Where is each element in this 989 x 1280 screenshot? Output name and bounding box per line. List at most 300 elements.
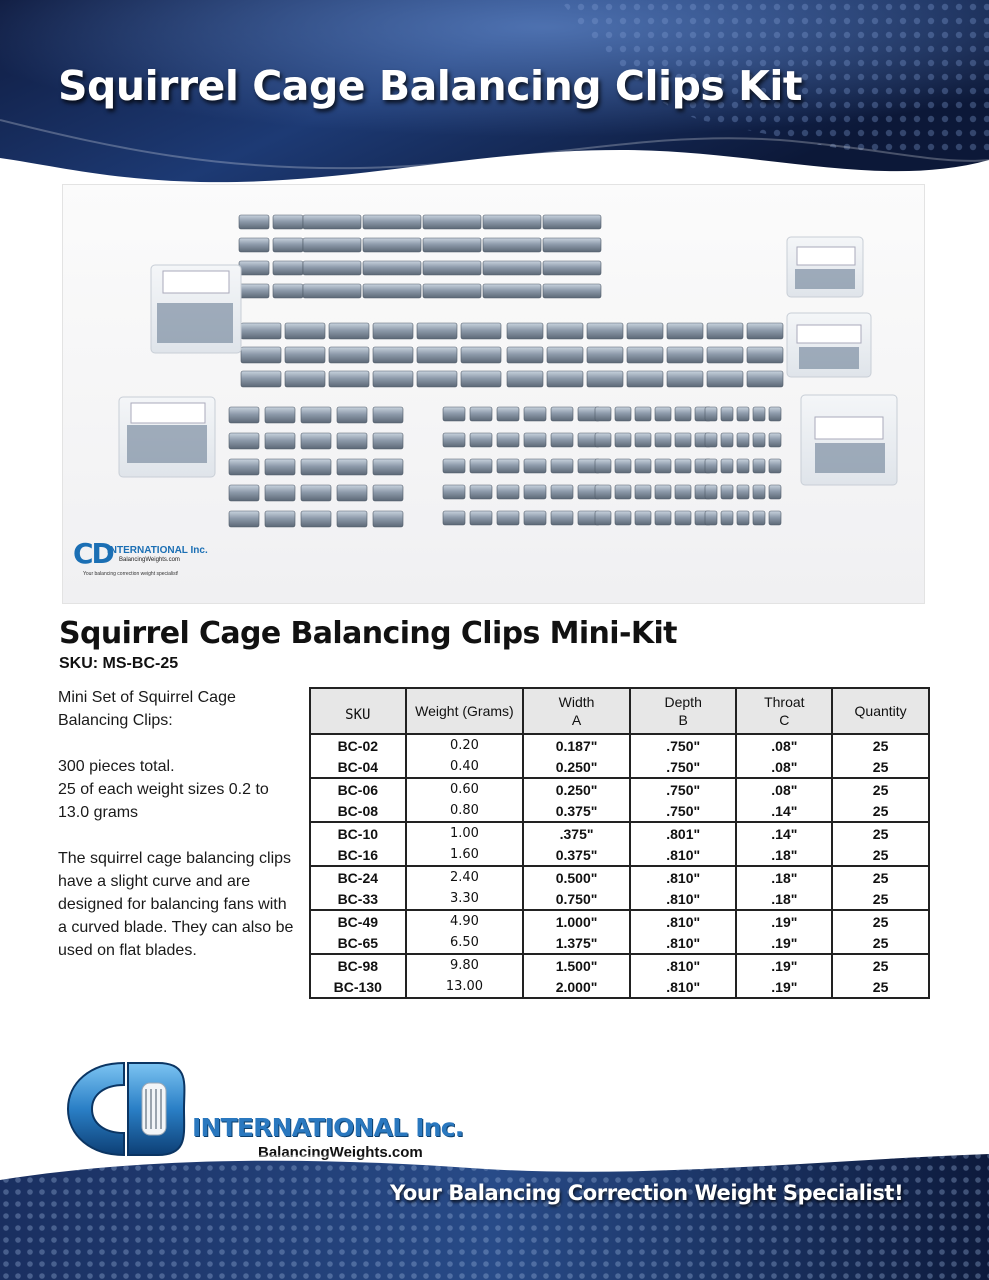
balancing-clip <box>595 407 611 421</box>
balancing-clip <box>483 238 541 252</box>
balancing-clip <box>303 284 361 298</box>
cell-weight: 0.20 <box>406 734 524 756</box>
balancing-clip <box>524 433 546 447</box>
balancing-clip <box>655 511 671 525</box>
cell-sku: BC-130 <box>310 976 406 998</box>
balancing-clip <box>301 407 331 423</box>
description-line: The squirrel cage balancing clips <box>58 850 292 867</box>
footer-website: BalancingWeights.com <box>258 1144 423 1161</box>
balancing-clip <box>363 238 421 252</box>
footer-logo <box>62 1055 462 1165</box>
description-line: Balancing Clips: <box>58 712 173 729</box>
balancing-clip <box>707 371 743 387</box>
balancing-clip <box>483 284 541 298</box>
balancing-clip <box>273 215 303 229</box>
cell-weight: 1.60 <box>406 844 524 866</box>
balancing-clip <box>675 485 691 499</box>
balancing-clip <box>737 459 749 473</box>
balancing-clip <box>753 433 765 447</box>
cell-throat: .19" <box>736 932 832 954</box>
cell-throat: .19" <box>736 954 832 976</box>
photo-logo-site: BalancingWeights.com <box>119 557 180 563</box>
balancing-clip <box>705 433 717 447</box>
cell-quantity: 25 <box>832 866 929 888</box>
header-sku: SKU <box>310 688 406 734</box>
balancing-clip <box>615 485 631 499</box>
cell-sku: BC-16 <box>310 844 406 866</box>
description-line: designed for balancing fans with <box>58 896 287 913</box>
balancing-clip <box>273 238 303 252</box>
description-line: Mini Set of Squirrel Cage <box>58 689 236 706</box>
balancing-clip <box>337 485 367 501</box>
spec-table <box>309 687 930 999</box>
balancing-clip <box>655 459 671 473</box>
balancing-clip <box>769 433 781 447</box>
balancing-clip <box>285 347 325 363</box>
balancing-clip <box>747 323 783 339</box>
balancing-clip <box>675 433 691 447</box>
balancing-clip <box>239 238 269 252</box>
cell-weight: 0.40 <box>406 756 524 778</box>
balancing-clip <box>769 485 781 499</box>
description-usage <box>58 847 306 962</box>
cell-depth: .750" <box>630 734 737 756</box>
table-row <box>310 778 929 800</box>
balancing-clip <box>551 511 573 525</box>
table-row <box>310 910 929 932</box>
photo-logo-name: INTERNATIONAL Inc. <box>107 545 208 556</box>
balancing-clip <box>273 284 303 298</box>
cell-quantity: 25 <box>832 888 929 910</box>
balancing-clip <box>497 511 519 525</box>
cell-weight: 0.60 <box>406 778 524 800</box>
parts-bag-right-2 <box>787 313 871 377</box>
cell-quantity: 25 <box>832 976 929 998</box>
parts-bag-left-bottom <box>119 397 215 477</box>
balancing-clip <box>769 459 781 473</box>
cell-weight: 0.80 <box>406 800 524 822</box>
balancing-clip <box>363 261 421 275</box>
balancing-clip <box>285 371 325 387</box>
balancing-clip <box>423 215 481 229</box>
balancing-clip <box>721 407 733 421</box>
balancing-clip <box>470 485 492 499</box>
description-line: 300 pieces total. <box>58 758 175 775</box>
product-sku: SKU: MS-BC-25 <box>59 655 179 672</box>
cell-quantity: 25 <box>832 734 929 756</box>
balancing-clip <box>443 485 465 499</box>
balancing-clip <box>737 433 749 447</box>
balancing-clip <box>497 407 519 421</box>
header-throat-label: Throat <box>764 694 805 710</box>
header-throat <box>736 688 832 734</box>
cell-throat: .14" <box>736 800 832 822</box>
header-width-label: Width <box>558 694 595 710</box>
description-contents <box>58 755 306 824</box>
cell-throat: .08" <box>736 756 832 778</box>
table-row <box>310 866 929 888</box>
balancing-clip <box>655 485 671 499</box>
balancing-clip <box>443 511 465 525</box>
balancing-clip <box>595 433 611 447</box>
balancing-clip <box>229 407 259 423</box>
cell-depth: .810" <box>630 976 737 998</box>
balancing-clip <box>721 485 733 499</box>
balancing-clip <box>507 323 543 339</box>
cell-depth: .810" <box>630 866 737 888</box>
description-line: 13.0 grams <box>58 804 139 821</box>
description-line: a curved blade. They can also be <box>58 919 294 936</box>
balancing-clip <box>721 511 733 525</box>
cell-sku: BC-08 <box>310 800 406 822</box>
balancing-clip <box>301 459 331 475</box>
photo-tagline: Your balancing correction weight specialist! <box>83 571 179 577</box>
balancing-clip <box>707 323 743 339</box>
cell-weight: 1.00 <box>406 822 524 844</box>
balancing-clip <box>721 459 733 473</box>
cell-width: 0.500" <box>523 866 630 888</box>
balancing-clip <box>753 511 765 525</box>
table-row <box>310 800 929 822</box>
description-line: 25 of each weight sizes 0.2 to <box>58 781 269 798</box>
balancing-clip <box>675 511 691 525</box>
cell-width: 1.500" <box>523 954 630 976</box>
balancing-clip <box>461 371 501 387</box>
cell-sku: BC-04 <box>310 756 406 778</box>
balancing-clip <box>705 511 717 525</box>
balancing-clip <box>363 215 421 229</box>
cell-quantity: 25 <box>832 844 929 866</box>
balancing-clip <box>337 407 367 423</box>
balancing-clip <box>483 215 541 229</box>
balancing-clip <box>524 459 546 473</box>
balancing-clip <box>524 511 546 525</box>
balancing-clip <box>417 371 457 387</box>
balancing-clip <box>265 433 295 449</box>
balancing-clip <box>615 459 631 473</box>
balancing-clip <box>373 347 413 363</box>
table-row <box>310 976 929 998</box>
cell-throat: .18" <box>736 866 832 888</box>
cell-depth: .750" <box>630 756 737 778</box>
balancing-clip <box>239 284 269 298</box>
cell-sku: BC-02 <box>310 734 406 756</box>
balancing-clip <box>329 371 369 387</box>
cell-depth: .810" <box>630 888 737 910</box>
cell-quantity: 25 <box>832 954 929 976</box>
cell-throat: .14" <box>736 822 832 844</box>
cell-throat: .19" <box>736 910 832 932</box>
cell-depth: .810" <box>630 844 737 866</box>
cell-depth: .750" <box>630 778 737 800</box>
balancing-clip <box>470 433 492 447</box>
cell-quantity: 25 <box>832 822 929 844</box>
balancing-clip <box>543 284 601 298</box>
balancing-clip <box>753 485 765 499</box>
balancing-clip <box>595 459 611 473</box>
balancing-clip <box>737 511 749 525</box>
balancing-clip <box>615 511 631 525</box>
balancing-clip <box>423 238 481 252</box>
balancing-clip <box>273 261 303 275</box>
balancing-clip <box>337 459 367 475</box>
balancing-clip <box>229 485 259 501</box>
balancing-clip <box>547 371 583 387</box>
footer-background <box>0 1150 989 1280</box>
product-title: Squirrel Cage Balancing Clips Mini-Kit <box>59 616 677 651</box>
cell-width: 0.375" <box>523 844 630 866</box>
balancing-clip <box>543 261 601 275</box>
balancing-clip <box>667 371 703 387</box>
balancing-clip <box>705 459 717 473</box>
cell-sku: BC-98 <box>310 954 406 976</box>
balancing-clip <box>329 347 369 363</box>
balancing-clip <box>329 323 369 339</box>
balancing-clip <box>239 215 269 229</box>
page-title: Squirrel Cage Balancing Clips Kit <box>58 62 803 110</box>
cell-throat: .18" <box>736 844 832 866</box>
balancing-clip <box>551 485 573 499</box>
balancing-clip <box>373 485 403 501</box>
header-width-sub: A <box>571 712 582 728</box>
description-line: used on flat blades. <box>58 942 197 959</box>
balancing-clip <box>551 433 573 447</box>
balancing-clip <box>301 511 331 527</box>
balancing-clip <box>373 433 403 449</box>
balancing-clip <box>635 485 651 499</box>
cell-depth: .810" <box>630 954 737 976</box>
balancing-clip <box>373 407 403 423</box>
cell-width: .375" <box>523 822 630 844</box>
header-quantity: Quantity <box>832 688 929 734</box>
balancing-clip <box>301 433 331 449</box>
footer-slogan: Your Balancing Correction Weight Specialist! <box>390 1181 904 1205</box>
balancing-clip <box>239 261 269 275</box>
cell-throat: .18" <box>736 888 832 910</box>
header-depth-label: Depth <box>664 694 702 710</box>
product-photo <box>62 184 925 604</box>
balancing-clip <box>615 433 631 447</box>
header-depth-sub: B <box>678 712 688 728</box>
balancing-clip <box>423 284 481 298</box>
balancing-clip <box>543 215 601 229</box>
header-weight: Weight (Grams) <box>406 688 524 734</box>
balancing-clip <box>627 347 663 363</box>
cell-sku: BC-06 <box>310 778 406 800</box>
balancing-clip <box>667 323 703 339</box>
balancing-clips-illustration <box>63 185 925 604</box>
balancing-clip <box>443 459 465 473</box>
balancing-clip <box>303 215 361 229</box>
balancing-clip <box>497 485 519 499</box>
balancing-clip <box>483 261 541 275</box>
cell-weight: 4.90 <box>406 910 524 932</box>
balancing-clip <box>423 261 481 275</box>
balancing-clip <box>721 433 733 447</box>
balancing-clip <box>303 261 361 275</box>
parts-bag-right-1 <box>787 237 863 297</box>
balancing-clip <box>655 407 671 421</box>
balancing-clip <box>241 347 281 363</box>
cell-sku: BC-33 <box>310 888 406 910</box>
balancing-clip <box>707 347 743 363</box>
description-intro <box>58 686 306 732</box>
balancing-clip <box>747 371 783 387</box>
table-row <box>310 844 929 866</box>
balancing-clip <box>705 407 717 421</box>
balancing-clip <box>524 485 546 499</box>
balancing-clip <box>747 347 783 363</box>
balancing-clip <box>303 238 361 252</box>
balancing-clip <box>265 511 295 527</box>
table-row <box>310 932 929 954</box>
balancing-clip <box>705 485 717 499</box>
balancing-clip <box>547 347 583 363</box>
balancing-clip <box>587 323 623 339</box>
cell-weight: 9.80 <box>406 954 524 976</box>
header-banner <box>0 0 989 215</box>
balancing-clip <box>373 323 413 339</box>
cd-logo-icon <box>62 1055 262 1165</box>
header-depth <box>630 688 737 734</box>
cell-throat: .08" <box>736 734 832 756</box>
balancing-clip <box>241 323 281 339</box>
balancing-clip <box>551 407 573 421</box>
balancing-clip <box>229 459 259 475</box>
balancing-clip <box>627 371 663 387</box>
balancing-clip <box>363 284 421 298</box>
balancing-clip <box>635 433 651 447</box>
balancing-clip <box>753 459 765 473</box>
balancing-clip <box>461 323 501 339</box>
balancing-clip <box>497 459 519 473</box>
cell-throat: .08" <box>736 778 832 800</box>
cell-weight: 3.30 <box>406 888 524 910</box>
balancing-clip <box>543 238 601 252</box>
cell-width: 2.000" <box>523 976 630 998</box>
balancing-clip <box>285 323 325 339</box>
footer-company-name: INTERNATIONAL Inc. <box>192 1113 464 1142</box>
cell-quantity: 25 <box>832 778 929 800</box>
balancing-clip <box>524 407 546 421</box>
cell-quantity: 25 <box>832 800 929 822</box>
balancing-clip <box>301 485 331 501</box>
balancing-clip <box>337 433 367 449</box>
cell-width: 0.250" <box>523 778 630 800</box>
balancing-clip <box>737 407 749 421</box>
balancing-clip <box>547 323 583 339</box>
cell-sku: BC-65 <box>310 932 406 954</box>
balancing-clip <box>373 511 403 527</box>
table-row <box>310 822 929 844</box>
balancing-clip <box>753 407 765 421</box>
balancing-clip <box>769 511 781 525</box>
balancing-clip <box>229 433 259 449</box>
cell-width: 1.000" <box>523 910 630 932</box>
cell-weight: 2.40 <box>406 866 524 888</box>
balancing-clip <box>635 511 651 525</box>
balancing-clip <box>737 485 749 499</box>
balancing-clip <box>551 459 573 473</box>
cell-sku: BC-24 <box>310 866 406 888</box>
balancing-clip <box>229 511 259 527</box>
balancing-clip <box>241 371 281 387</box>
balancing-clip <box>507 347 543 363</box>
balancing-clip <box>470 407 492 421</box>
cell-depth: .801" <box>630 822 737 844</box>
parts-bag-left-top <box>151 265 241 353</box>
table-header-row <box>310 688 929 734</box>
cell-width: 0.187" <box>523 734 630 756</box>
description-line: have a slight curve and are <box>58 873 251 890</box>
footer-banner <box>0 1150 989 1280</box>
balancing-clip <box>615 407 631 421</box>
cell-quantity: 25 <box>832 932 929 954</box>
cell-weight: 6.50 <box>406 932 524 954</box>
balancing-clip <box>655 433 671 447</box>
balancing-clip <box>337 511 367 527</box>
cell-width: 0.250" <box>523 756 630 778</box>
cell-sku: BC-49 <box>310 910 406 932</box>
balancing-clip <box>461 347 501 363</box>
balancing-clip <box>265 407 295 423</box>
balancing-clip <box>769 407 781 421</box>
balancing-clip <box>417 323 457 339</box>
product-description <box>58 686 306 985</box>
balancing-clip <box>675 459 691 473</box>
table-row <box>310 756 929 778</box>
balancing-clip <box>627 323 663 339</box>
parts-bag-right-3 <box>801 395 897 485</box>
table-row <box>310 734 929 756</box>
cell-depth: .750" <box>630 800 737 822</box>
cell-depth: .810" <box>630 932 737 954</box>
balancing-clip <box>595 485 611 499</box>
balancing-clip <box>373 371 413 387</box>
balancing-clip <box>587 371 623 387</box>
balancing-clip <box>373 459 403 475</box>
balancing-clip <box>507 371 543 387</box>
balancing-clip <box>635 459 651 473</box>
balancing-clip <box>443 407 465 421</box>
cell-throat: .19" <box>736 976 832 998</box>
balancing-clip <box>497 433 519 447</box>
balancing-clip <box>587 347 623 363</box>
balancing-clip <box>470 511 492 525</box>
balancing-clip <box>265 485 295 501</box>
balancing-clip <box>265 459 295 475</box>
cell-quantity: 25 <box>832 910 929 932</box>
table-row <box>310 888 929 910</box>
balancing-clip <box>595 511 611 525</box>
balancing-clip <box>667 347 703 363</box>
cell-width: 1.375" <box>523 932 630 954</box>
photo-logo-mark: CD <box>73 537 113 570</box>
header-throat-sub: C <box>779 712 790 728</box>
cell-width: 0.750" <box>523 888 630 910</box>
header-width <box>523 688 630 734</box>
cell-sku: BC-10 <box>310 822 406 844</box>
table-row <box>310 954 929 976</box>
cell-quantity: 25 <box>832 756 929 778</box>
balancing-clip <box>675 407 691 421</box>
balancing-clip <box>635 407 651 421</box>
cell-weight: 13.00 <box>406 976 524 998</box>
balancing-clip <box>417 347 457 363</box>
balancing-clip <box>443 433 465 447</box>
balancing-clip <box>470 459 492 473</box>
cell-depth: .810" <box>630 910 737 932</box>
